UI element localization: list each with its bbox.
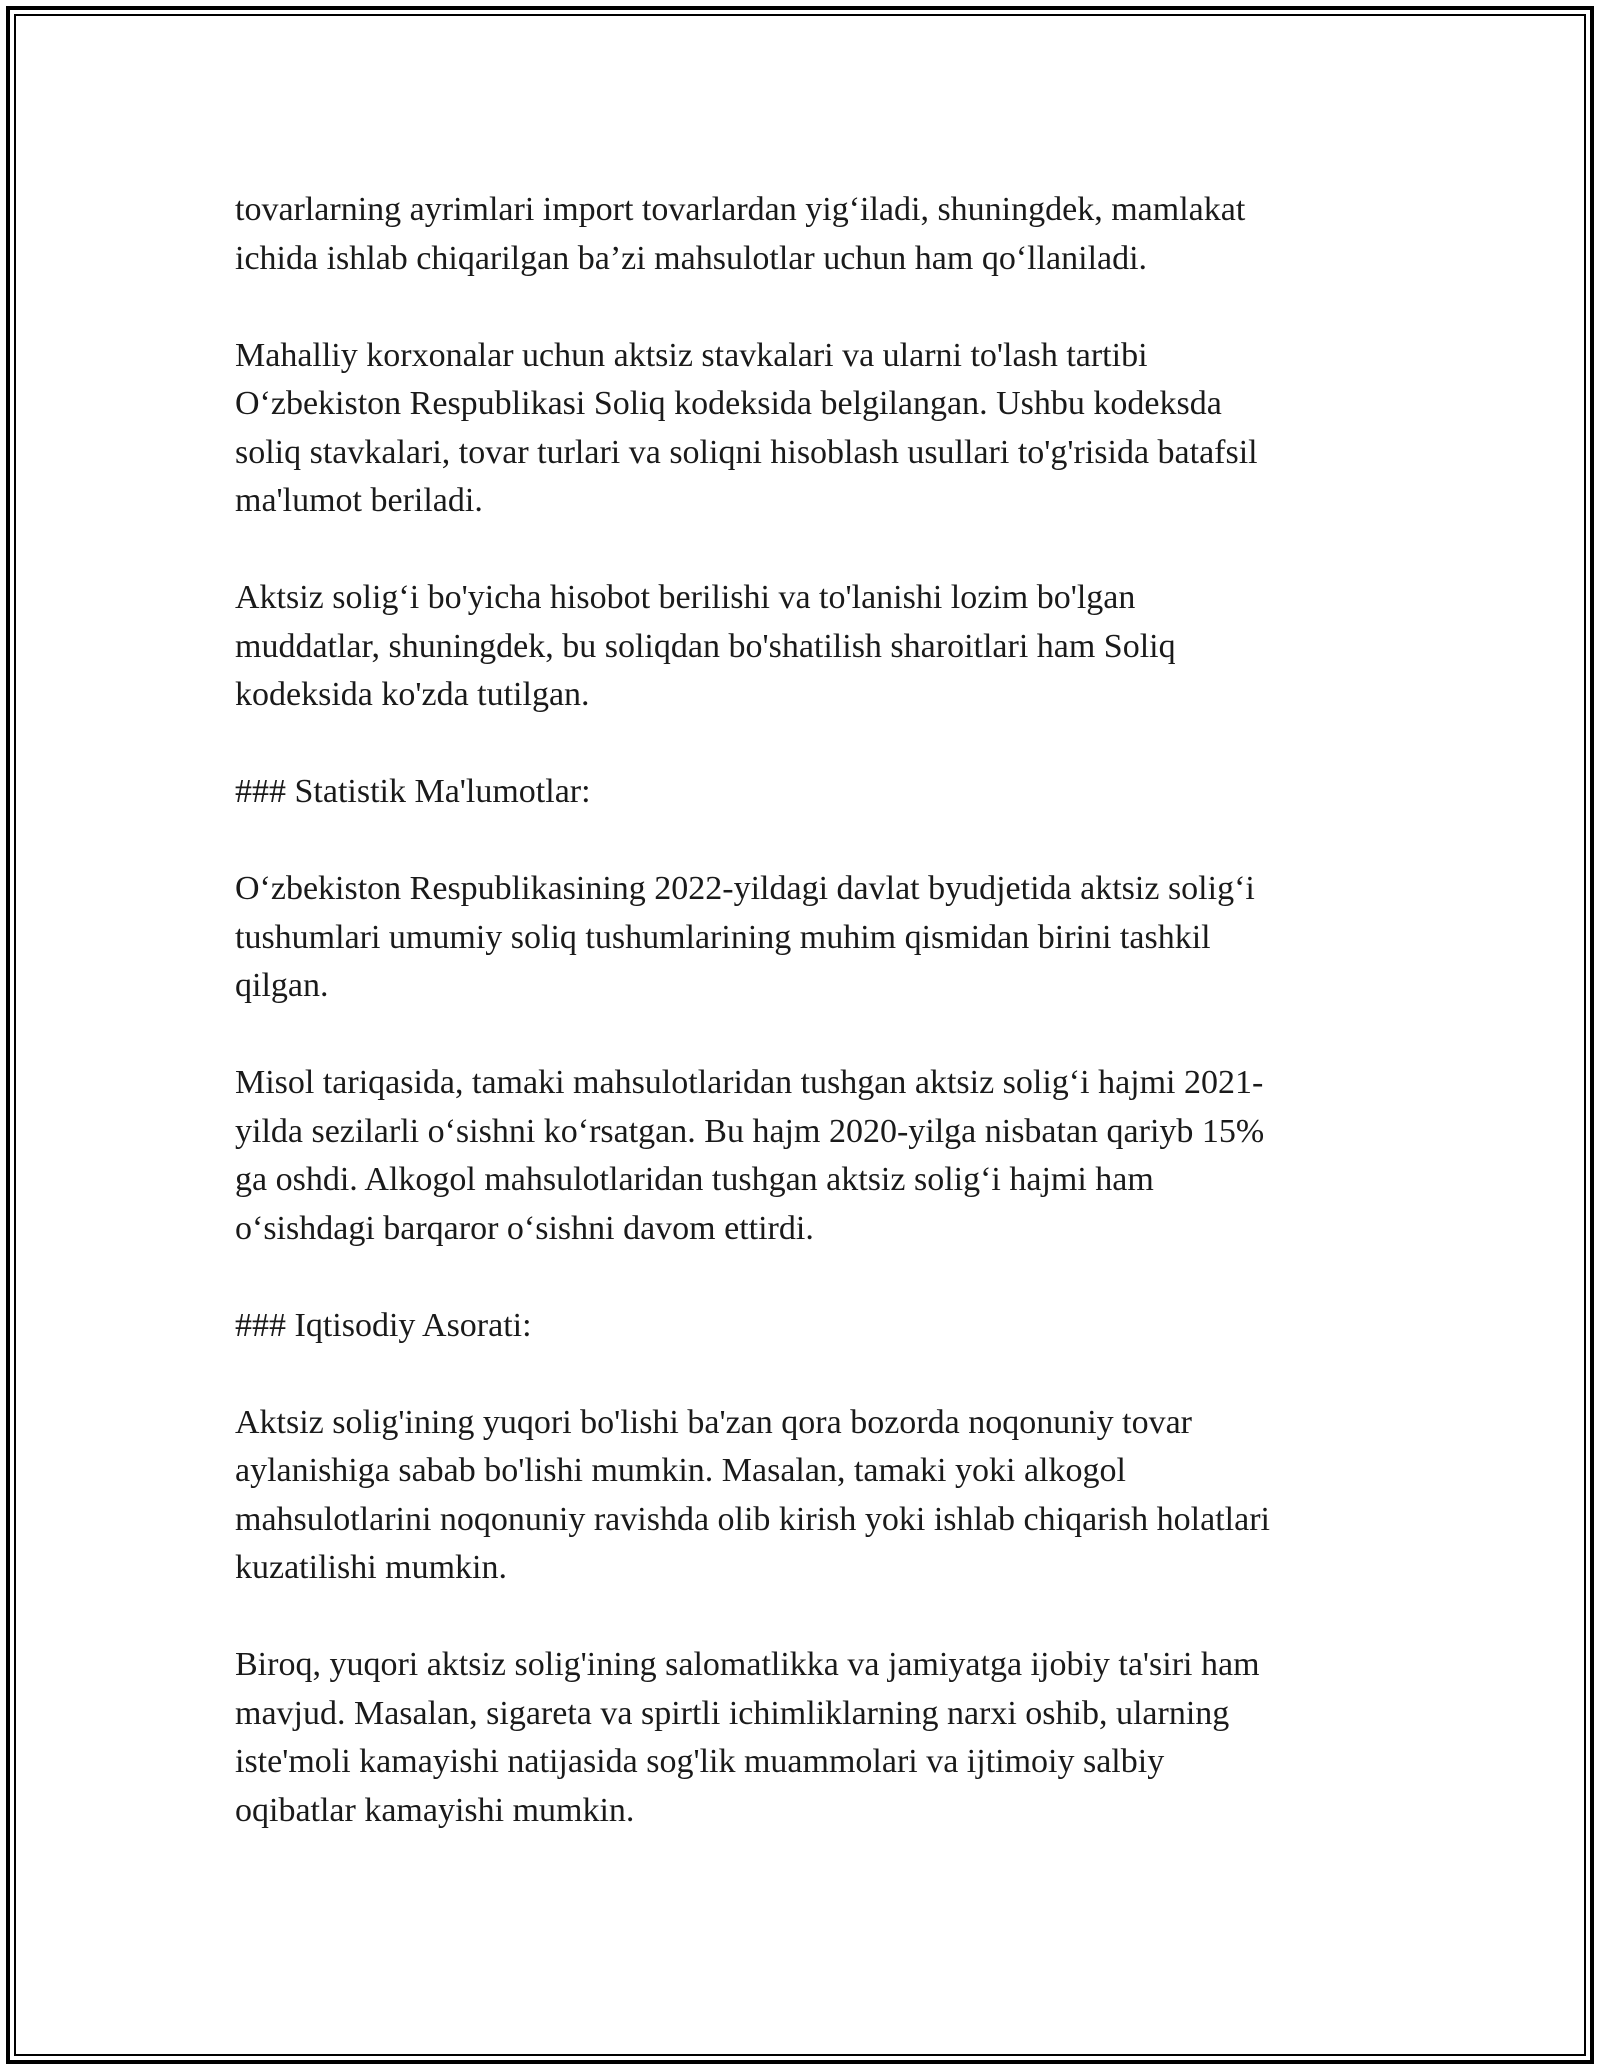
section-heading-statistics: ### Statistik Ma'lumotlar: <box>235 773 591 810</box>
document-body <box>235 186 1365 1835</box>
paragraph-tobacco-example: Misol tariqasida, tamaki mahsulotlaridan tushgan aktsiz solig‘i hajmi 2021- yilda sezilarli o‘sishni ko‘rsatgan. Bu hajm 2020-yilga nisbatan qariyb 15% ga oshdi. Alkogol mahsulotlaridan tushgan aktsiz solig‘i hajmi ham o‘sishdagi barqaror o‘sishni davom ettirdi. <box>235 1064 1265 1247</box>
paragraph-black-market: Aktsiz solig'ining yuqori bo'lishi ba'zan qora bozorda noqonuniy tovar aylanishiga sabab bo'lishi mumkin. Masalan, tamaki yoki alkogol mahsulotlarini noqonuniy ravishda olib kirish yoki ishlab chiqarish holatlari kuzatilishi mumkin. <box>235 1403 1270 1586</box>
paragraph-health-impact: Biroq, yuqori aktsiz solig'ining salomatlikka va jamiyatga ijobiy ta'siri ham mavjud. Masalan, sigareta va spirtli ichimliklarning narxi oshib, ularning iste'moli kamayishi natijasida sog'lik muammolari va ijtimoiy salbiy oqibatlar kamayishi mumkin. <box>235 1646 1260 1829</box>
paragraph-tax-rates: Mahalliy korxonalar uchun aktsiz stavkalari va ularni to'lash tartibi O‘zbekiston Respublikasi Soliq kodeksida belgilangan. Ushbu kodeksda soliq stavkalari, tovar turlari va soliqni hisoblash usullari to'g'risida batafsil ma'lumot beriladi. <box>235 336 1258 519</box>
paragraph-import-goods: tovarlarning ayrimlari import tovarlardan yig‘iladi, shuningdek, mamlakat ichida ishlab chiqarilgan ba’zi mahsulotlar uchun ham qo‘llaniladi. <box>235 191 1246 277</box>
section-heading-economic-impact: ### Iqtisodiy Asorati: <box>235 1306 532 1344</box>
paragraph-budget-2022: O‘zbekiston Respublikasining 2022-yildagi davlat byudjetida aktsiz solig‘i tushumlari umumiy soliq tushumlarining muhim qismidan birini tashkil qilgan. <box>235 870 1255 1004</box>
paragraph-reporting-deadlines: Aktsiz solig‘i bo'yicha hisobot berilishi va to'lanishi lozim bo'lgan muddatlar, shuningdek, bu soliqdan bo'shatilish sharoitlari ham Soliq kodeksida ko'zda tutilgan. <box>235 579 1176 713</box>
